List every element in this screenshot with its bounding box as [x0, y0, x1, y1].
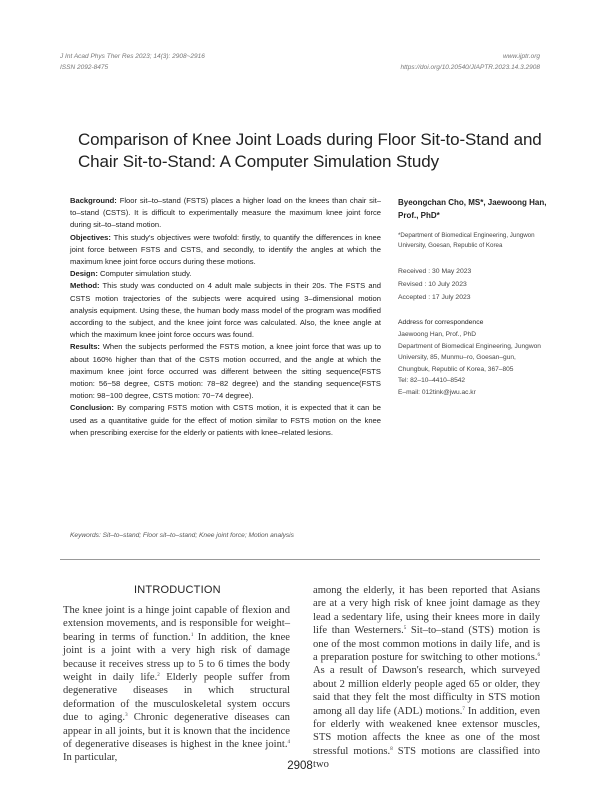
correspondence-heading: Address for correspondence	[398, 319, 484, 326]
doi-link[interactable]: https://doi.org/10.20540/JIAPTR.2023.14.3.2908	[400, 64, 540, 71]
intro-paragraph-1-cont	[313, 584, 540, 772]
conclusion-label: Conclusion:	[70, 403, 114, 413]
abstract-objectives	[70, 232, 381, 269]
journal-url[interactable]: www.ijptr.org	[503, 53, 540, 60]
intro-text: STS motions are classified into two	[313, 745, 540, 771]
keywords	[70, 532, 294, 539]
section-divider	[60, 559, 540, 560]
accepted-date: Accepted : 17 July 2023	[398, 294, 471, 301]
abstract-conclusion	[70, 402, 381, 439]
abstract-method	[70, 280, 381, 341]
correspondence-tel: Tel: 82–10–4410–8542	[398, 377, 466, 384]
citation: 1	[190, 632, 194, 638]
citation: 4	[287, 740, 290, 746]
intro-left-column	[63, 604, 290, 765]
citation: 3	[125, 713, 128, 719]
citation: 6	[537, 653, 540, 659]
intro-text: Sit–to–stand (STS) motion is one of the most common motions in daily life, and is a preparation posture for switching to other motions.	[313, 625, 540, 664]
correspondence-address: Department of Biomedical Engineering, Jungwon University, 85, Munmu–ro, Goesan–gun, Chungbuk, Republic of Korea, 367–805	[398, 342, 541, 373]
correspondence-name: Jaewoong Han, Prof., PhD	[398, 331, 477, 338]
intro-text: The knee joint is a hinge joint capable of flexion and extension movements, and is responsible for weight–bearing in terms of function.	[63, 605, 290, 643]
citation: 5	[403, 626, 407, 632]
received-date: Received : 30 May 2023	[398, 268, 472, 275]
issn: ISSN 2092-8475	[60, 64, 109, 71]
intro-paragraph-1	[63, 604, 290, 765]
citation: 2	[157, 673, 160, 679]
citation: 8	[390, 746, 393, 752]
conclusion-text: By comparing FSTS motion with CSTS motion, it is expected that it can be used as a quantitative guide for the effect of motion similar to FSTS motion on the knee when prescribing exercise for the elderly or patients with knee–related lesions.	[70, 403, 381, 437]
results-text: When the subjects performed the FSTS motion, a knee joint force that was up to about 160% higher than that of the CSTS motion occurred, and the angle at which the maximum knee joint force occurred was different between the sitting sequence(FSTS motion: 56~58 degree, CSTS motion: 78~82 degree) and the standing sequence(FSTS motion: 98~100 degree, CSTS motion: 70~74 degree).	[70, 342, 381, 401]
journal-header	[60, 51, 205, 73]
page-number: 2908	[287, 760, 313, 772]
background-label: Background:	[70, 196, 117, 205]
method-label: Method:	[70, 281, 100, 291]
intro-text: In particular,	[63, 752, 118, 764]
citation: 7	[462, 706, 465, 712]
introduction-heading: INTRODUCTION	[134, 584, 221, 596]
abstract-design	[70, 268, 381, 280]
keywords-text: Keywords: Sit–to–stand; Floor sit–to–stand; Knee joint force; Motion analysis	[70, 532, 294, 539]
intro-text: Chronic degenerative diseases can appear in all joints, but it is known that the incidence of degenerative diseases is highest in the knee joint.	[63, 712, 290, 751]
intro-text: In addition, even for elderly with weakened knee extensor muscles, STS motion affects the knee as one of the most stressful motions.	[313, 705, 540, 757]
journal-links	[401, 51, 541, 73]
article-dates	[398, 265, 548, 304]
author-sidebar	[398, 196, 548, 398]
design-text: Computer simulation study.	[97, 269, 192, 279]
design-label: Design:	[70, 269, 98, 279]
intro-text: among the elderly, it has been reported that Asians are at a very high risk of knee joint damage as they lead a sedentary life, using their knees more in daily life than Westerners.	[313, 585, 540, 637]
intro-right-column	[313, 584, 540, 772]
objectives-label: Objectives:	[70, 232, 111, 242]
authors: Byeongchan Cho, MS*, Jaewoong Han, Prof., PhD*	[398, 198, 547, 220]
objectives-text: This study's objectives were twofold: firstly, to quantify the differences in knee joint force between FSTS and CSTS, and secondly, to identify the angles at which the maximum knee joint force occurs during these motions.	[70, 232, 381, 267]
abstract	[70, 195, 381, 439]
background-text: Floor sit–to–stand (FSTS) places a higher load on the knees than chair sit–to–stand (CSTS). It is difficult to experimentally measure the maximum knee joint force during sit–to–stand motion.	[70, 196, 381, 230]
revised-date: Revised : 10 July 2023	[398, 281, 467, 288]
affiliation: *Department of Biomedical Engineering, Jungwon University, Goesan, Republic of Korea	[398, 232, 535, 249]
results-label: Results:	[70, 342, 100, 352]
correspondence-block	[398, 329, 548, 398]
intro-text: As a result of Dawson's research, which surveyed about 2 million elderly people aged 65 or older, they said that they felt the most difficulty in STS motion among all day life (ADL) motions.	[313, 665, 540, 717]
method-text: This study was conducted on 4 adult male subjects in their 20s. The FSTS and CSTS motion trajectories of the subjects were acquired using 3–dimensional motion analysis equipment. Using these, the human body mass model of the program was modified according to the subject, and the knee joint force was calculated. Also, the knee angle at which the maximum knee joint force occurs was found.	[70, 281, 381, 340]
intro-text: In addition, the knee joint is a joint with a very high risk of damage because it receives stress up to 5 to 6 times the body weight in daily life.	[63, 631, 290, 684]
journal-citation: J Int Acad Phys Ther Res 2023; 14(3): 2908~2916	[60, 53, 205, 60]
correspondence-email[interactable]: E–mail: 012tink@jwu.ac.kr	[398, 388, 476, 396]
abstract-results	[70, 341, 381, 402]
paper-title: Comparison of Knee Joint Loads during Floor Sit-to-Stand and Chair Sit-to-Stand: A Computer Simulation Study	[78, 130, 542, 172]
intro-text: Elderly people suffer from degenerative diseases in which structural deformation of the musculoskeletal system occurs due to aging.	[63, 672, 291, 724]
abstract-background	[70, 195, 381, 232]
